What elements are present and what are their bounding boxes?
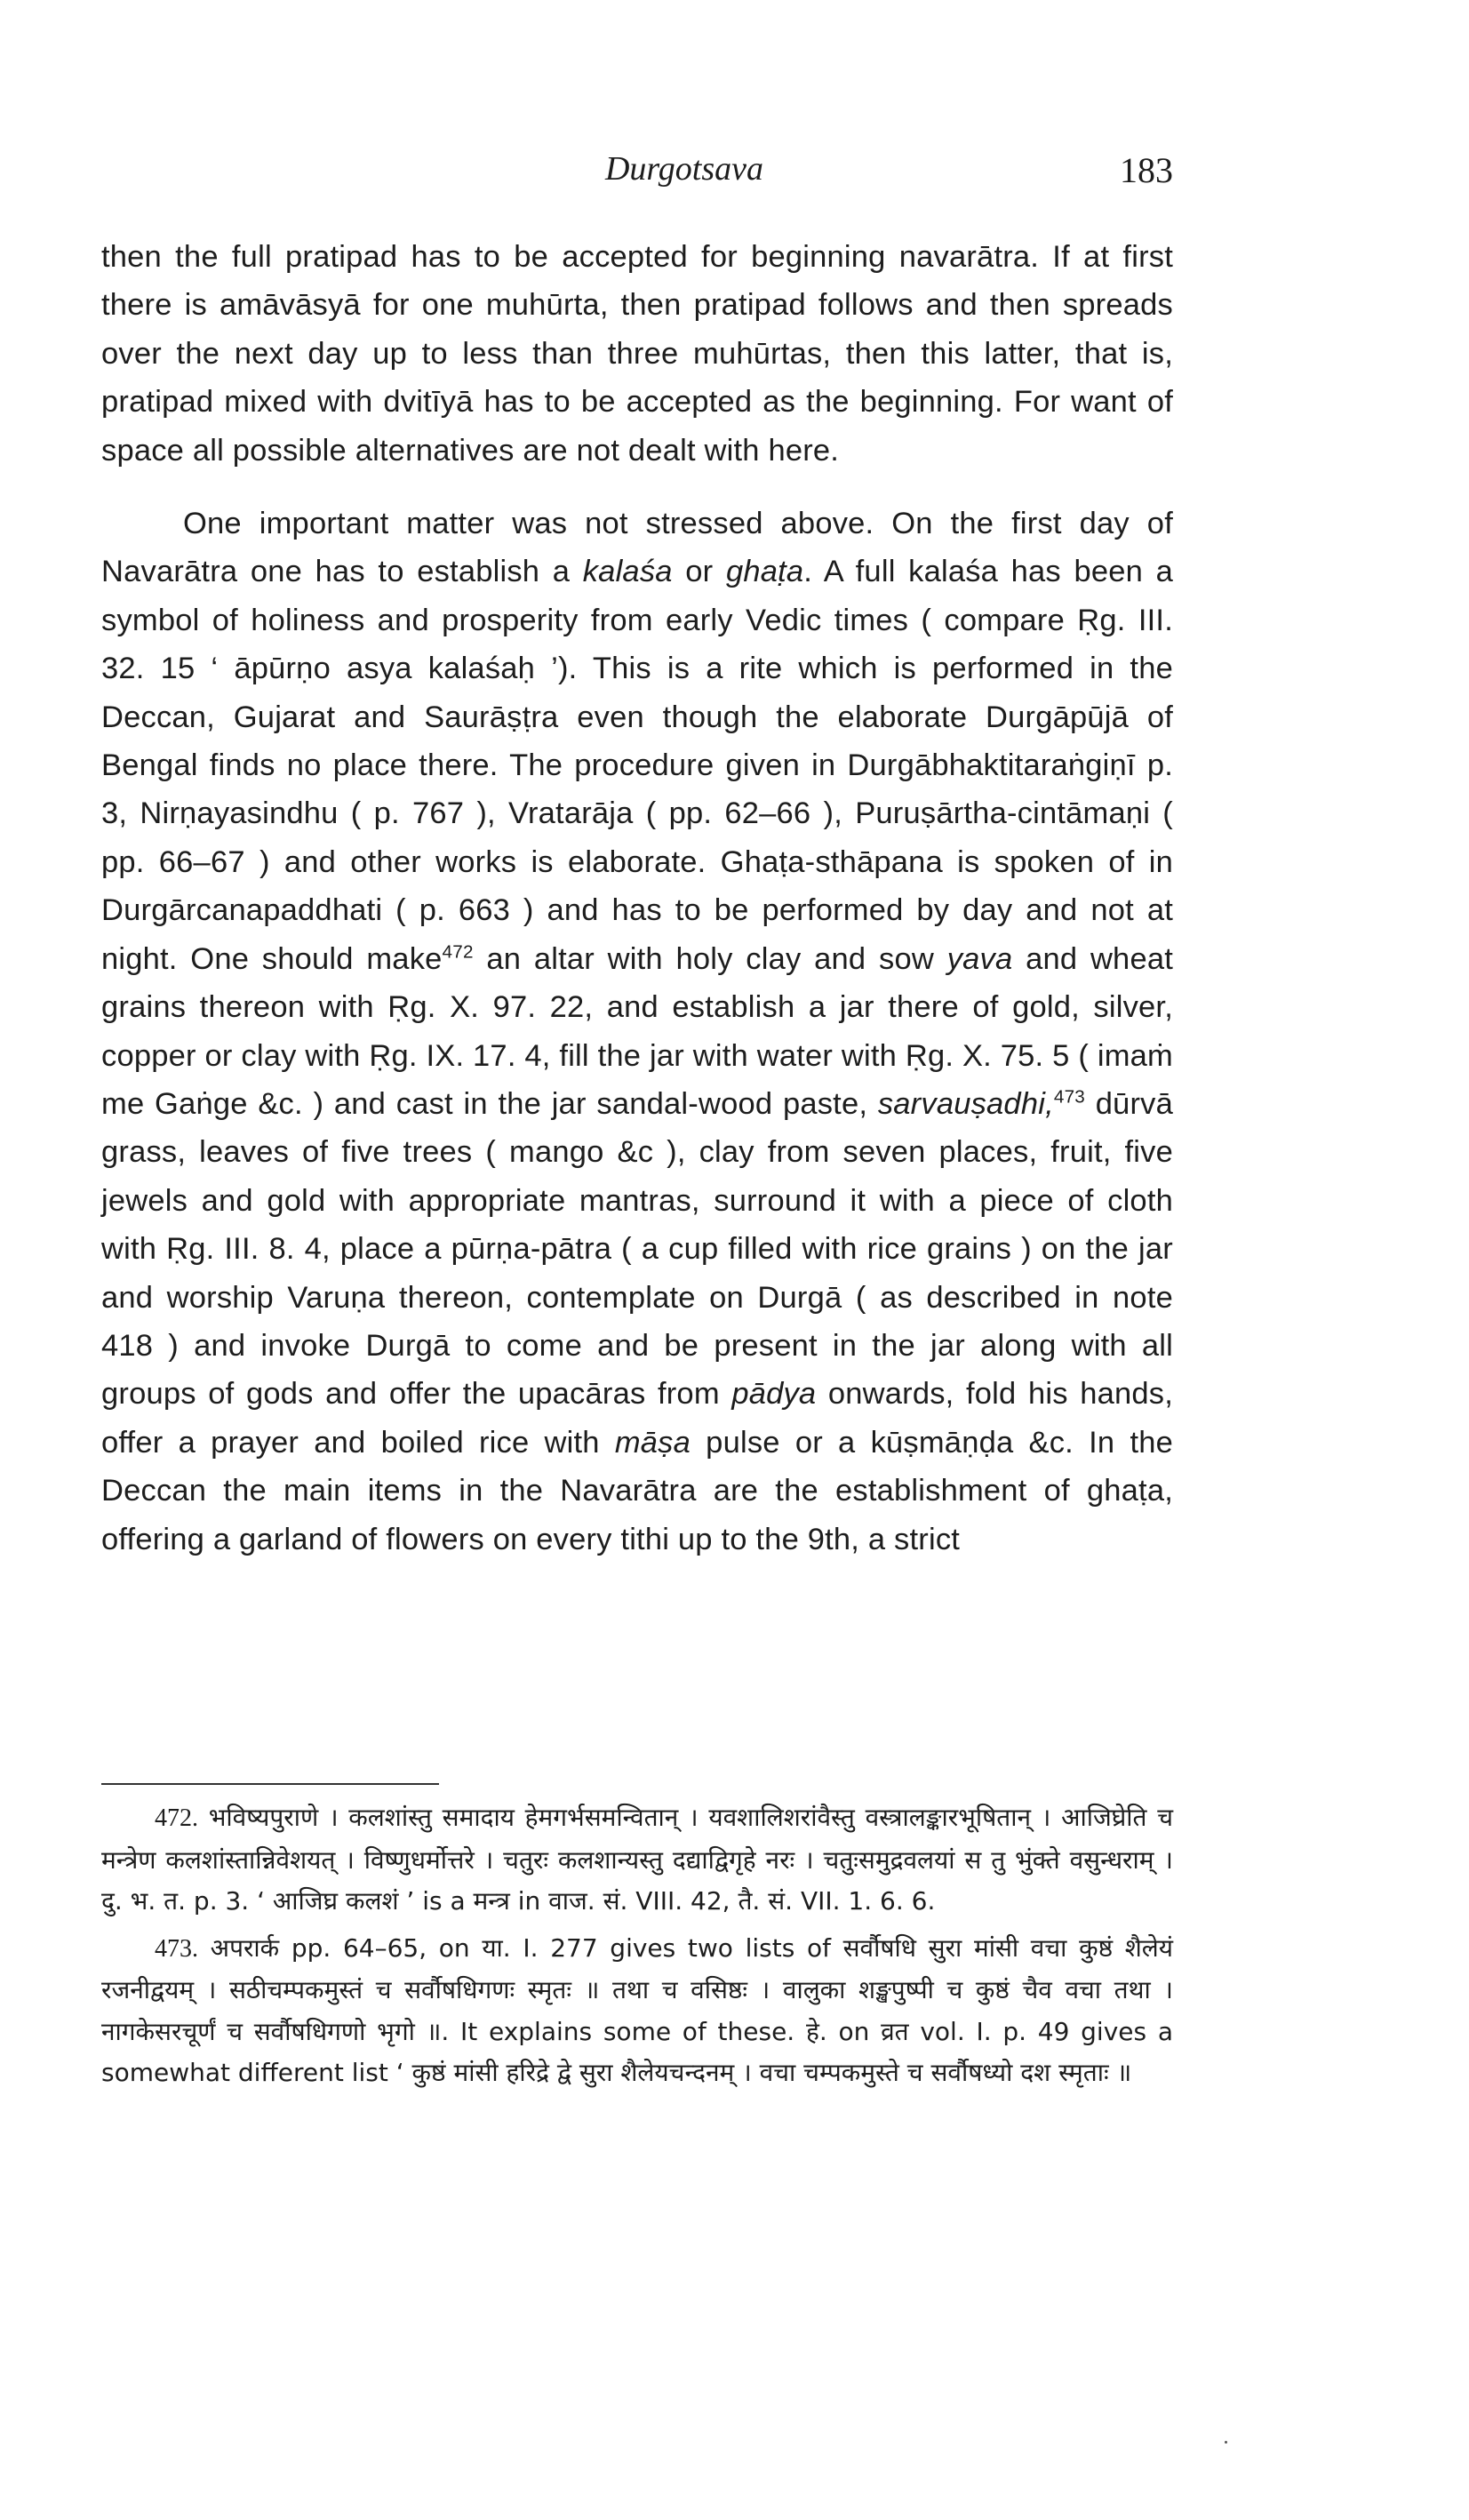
main-text xyxy=(101,233,1173,1564)
running-title: Durgotsava xyxy=(604,150,764,188)
footnote-number: 473. xyxy=(155,1934,198,1963)
footnote-text: भविष्यपुराणे । कलशांस्तु समादाय हेमगर्भसमन्वितान् । यवशालिशरांवैस्तु वस्त्रालङ्कारभूषितान् । आजिघ्रेति च मन्त्रेण कलशांस्तान्निवेशयत् । विष्णुधर्मोत्तरे । चतुरः कलशान्यस्तु दद्याद्विगृहे नरः । चतुःसमुद्रवलयां स तु भुंक्ते वसुन्धराम् । दु. भ. त. p. 3. ‘ आजिघ्र कलशं ’ is a मन्त्र in वाज. सं. VIII. 42, तै. सं. VII. 1. 6. 6. xyxy=(101,1803,1173,1916)
footnote-472 xyxy=(101,1797,1173,1923)
footnote-ref-472[interactable]: 472 xyxy=(442,941,474,963)
paragraph-2: One important matter was not stressed above. On the first day of Navarātra one has to establish a kalaśa or ghaṭa. A full kalaśa has been a symbol of holiness and prosperity from early Vedic times ( compare Ṛg. III. 32. 15 ‘ āpūrṇo asya kalaśaḥ ’). This is a rite which is performed in the Deccan, Gujarat and Saurāṣṭra even though the elaborate Durgāpūjā of Bengal finds no place there. The procedure given in Durgābhaktitaraṅgiṇī p. 3, Nirṇayasindhu ( p. 767 ), Vratarāja ( pp. 62–66 ), Puruṣārtha-cintāmaṇi ( pp. 66–67 ) and other works is elaborate. Ghaṭa-sthāpana is spoken of in Durgārcanapaddhati ( p. 663 ) and has to be performed by day and not at night. One should make$^{472}$ an altar with holy clay and sow yava and wheat grains thereon with Ṛg. X. 97. 22, and establish a jar there of gold, silver, copper or clay with Ṛg. IX. 17. 4, fill the jar with water with Ṛg. X. 75. 5 ( imaṁ me Gaṅge &c. ) and cast in the jar sandal-wood paste, sarvauṣadhi,$^{473}$ dūrvā grass, leaves of five trees ( mango &c ), clay from seven places, fruit, five jewels and gold with appropriate mantras, surround it with a piece of cloth with Ṛg. III. 8. 4, place a pūrṇa-pātra ( a cup filled with rice grains ) on the jar and worship Varuṇa thereon, contemplate on Durgā ( as described in note 418 ) and invoke Durgā to come and be present in the jar along with all groups of gods and offer the upacāras from pādya onwards, fold his hands, offer a prayer and boiled rice with māṣa pulse or a kūṣmāṇḍa &c. In the Deccan the main items in the Navarātra are the establishment of ghaṭa, offering a garland of flowers on every tithi up to the 9th, a strict xyxy=(101,507,1174,1556)
footnote-473 xyxy=(101,1928,1173,2094)
footnote-ref-473[interactable]: 473 xyxy=(1053,1086,1085,1108)
paragraph-1: then the full pratipad has to be accepted for beginning navarātra. If at first there is amāvāsyā for one muhūrta, then pratipad follows and then spreads over the next day up to less than three muhūrtas, then this latter, that is, pratipad mixed with dvitīyā has to be accepted as the beginning. For want of space all possible alternatives are not dealt with here. xyxy=(101,240,1173,468)
ink-speck xyxy=(1225,2441,1227,2444)
page-number: 183 xyxy=(1120,150,1173,190)
footnotes xyxy=(101,1797,1173,2094)
page-header xyxy=(107,149,1173,203)
footnote-text: अपरार्क pp. 64–65, on या. I. 277 gives two lists of सर्वौषधि सुरा मांसी वचा कुष्ठं शैलेयं रजनीद्वयम् । सठीचम्पकमुस्तं च सर्वौषधिगणः स्मृतः ॥ तथा च वसिष्ठः । वालुका शङ्खपुष्पी च कुष्ठं चैव वचा तथा । नागकेसरचूर्णं च सर्वौषधिगणो भृगो ॥. It explains some of these. हे. on व्रत vol. I. p. 49 gives a somewhat different list ‘ कुष्ठं मांसी हरिद्रे द्वे सुरा शैलेयचन्दनम् । वचा चम्पकमुस्ते च सर्वौषध्यो दश स्मृताः ॥ xyxy=(101,1932,1174,2087)
footnote-number: 472. xyxy=(155,1804,198,1832)
footnote-divider xyxy=(101,1783,439,1785)
